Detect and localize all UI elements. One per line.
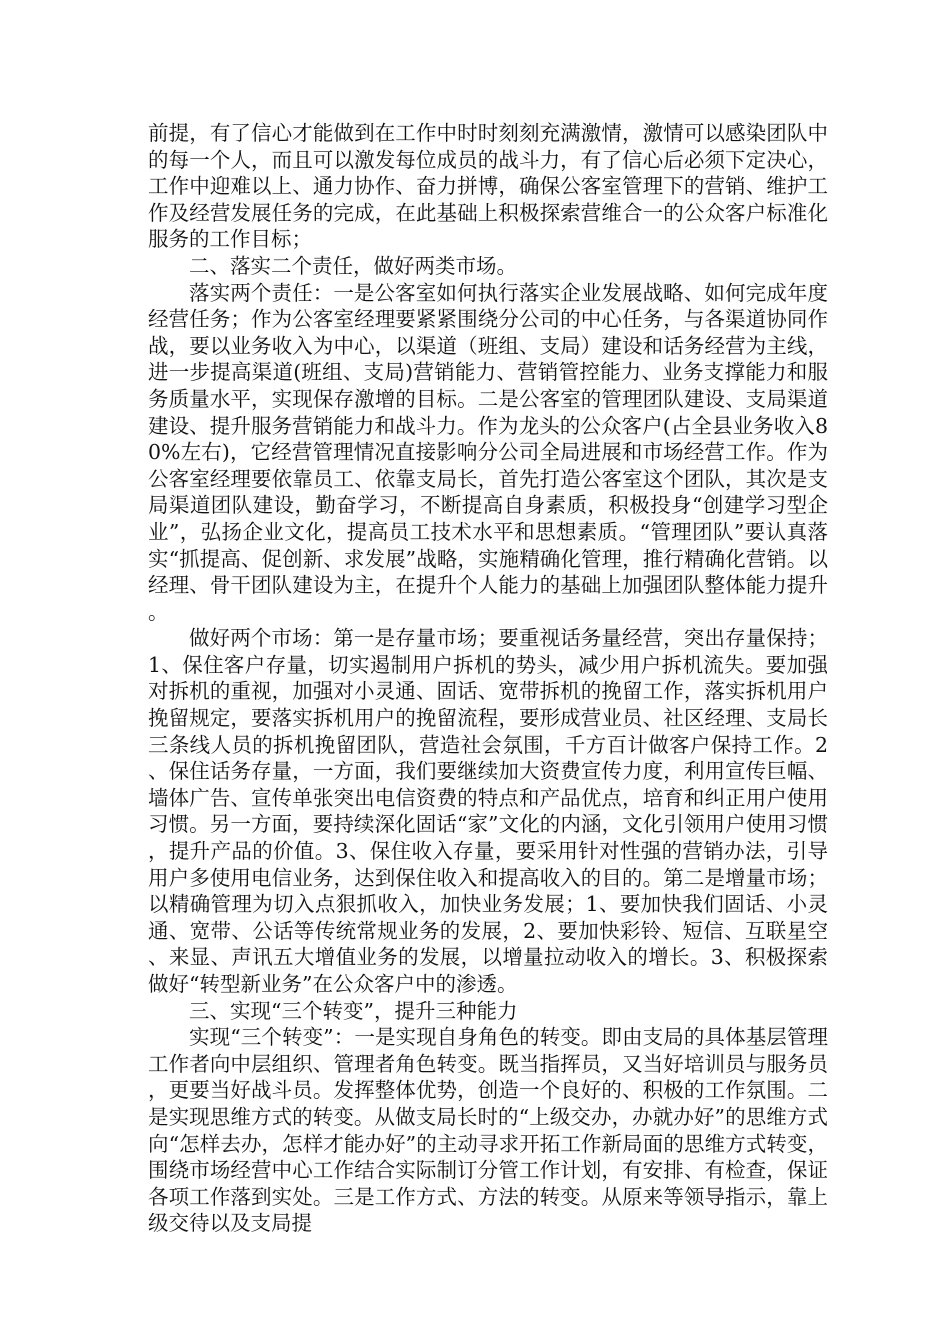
paragraph-two-markets: 做好两个市场：第一是存量市场；要重视话务量经营，突出存量保持；1、保住客户存量，切实遏制用户拆机的势头，减少用户拆机流失。要加强对拆机的重视，加强对小灵通、固话、宽带拆机的挽留工作，落实拆机用户挽留规定，要落实拆机用户的挽留流程，要形成营业员、社区经理、支局长三条线人员的拆机挽留团队，营造社会氛围，千方百计做客户保持工作。2、保住话务存量，一方面，我们要继续加大资费宣传力度，利用宣传巨幅、墙体广告、宣传单张突出电信资费的特点和产品优点，培育和纠正用户使用习惯。另一方面，要持续深化固话“家”文化的内涵，文化引领用户使用习惯，提升产品的价值。3、保住收入存量，要采用针对性强的营销办法，引导用户多使用电信业务，达到保住收入和提高收入的目的。第二是增量市场；以精确管理为切入点狠抓收入，加快业务发展；1、要加快我们固话、小灵通、宽带、公话等传统常规业务的发展，2、要加快彩铃、短信、互联星空、来显、声讯五大增值业务的发展，以增量拉动收入的增长。3、积极探索做好“转型新业务”在公众客户中的渗透。 bbox=[148, 626, 828, 996]
paragraph-intro-continuation: 前提，有了信心才能做到在工作中时时刻刻充满激情，激情可以感染团队中的每一个人，而且可以激发每位成员的战斗力，有了信心后必须下定决心，工作中迎难以上、通力协作、奋力拼博，确保公客室管理下的营销、维护工作及经营发展任务的完成，在此基础上积极探索营维合一的公众客户标准化服务的工作目标； bbox=[148, 121, 828, 252]
paragraph-two-responsibilities: 落实两个责任：一是公客室如何执行落实企业发展战略、如何完成年度经营任务；作为公客室经理要紧紧围绕分公司的中心任务，与各渠道协同作战，要以业务收入为中心，以渠道（班组、支局）建设和话务经营为主线，进一步提高渠道(班组、支局)营销能力、营销管控能力、业务支撑能力和服务质量水平，实现保存激增的目标。二是公客室的管理团队建设、支局渠道建设、提升服务营销能力和战斗力。作为龙头的公众客户(占全县业务收入80%左右)，它经营管理情况直接影响分公司全局进展和市场经营工作。作为公客室经理要依靠员工、依靠支局长，首先打造公客室这个团队，其次是支局渠道团队建设，勤奋学习，不断提高自身素质，积极投身“创建学习型企业”，弘扬企业文化，提高员工技术水平和思想素质。“管理团队”要认真落实“抓提高、促创新、求发展”战略，实施精确化管理，推行精确化营销。以经理、骨干团队建设为主，在提升个人能力的基础上加强团队整体能力提升。 bbox=[148, 280, 828, 624]
heading-section-three: 三、实现“三个转变”，提升三种能力 bbox=[189, 998, 518, 1023]
document-body bbox=[148, 120, 828, 1237]
paragraph-three-transformations: 实现“三个转变”：一是实现自身角色的转变。即由支局的具体基层管理工作者向中层组织、管理者角色转变。既当指挥员，又当好培训员与服务员，更要当好战斗员。发挥整体优势，创造一个良好的、积极的工作氛围。二是实现思维方式的转变。从做支局长时的“上级交办，办就办好”的思维方式向“怎样去办，怎样才能办好”的主动寻求开拓工作新局面的思维方式转变，围绕市场经营中心工作结合实际制订分管工作计划，有安排、有检查，保证各项工作落到实处。三是工作方式、方法的转变。从原来等领导指示，靠上级交待以及支局提 bbox=[148, 1025, 828, 1236]
heading-section-two: 二、落实二个责任，做好两类市场。 bbox=[189, 253, 517, 278]
